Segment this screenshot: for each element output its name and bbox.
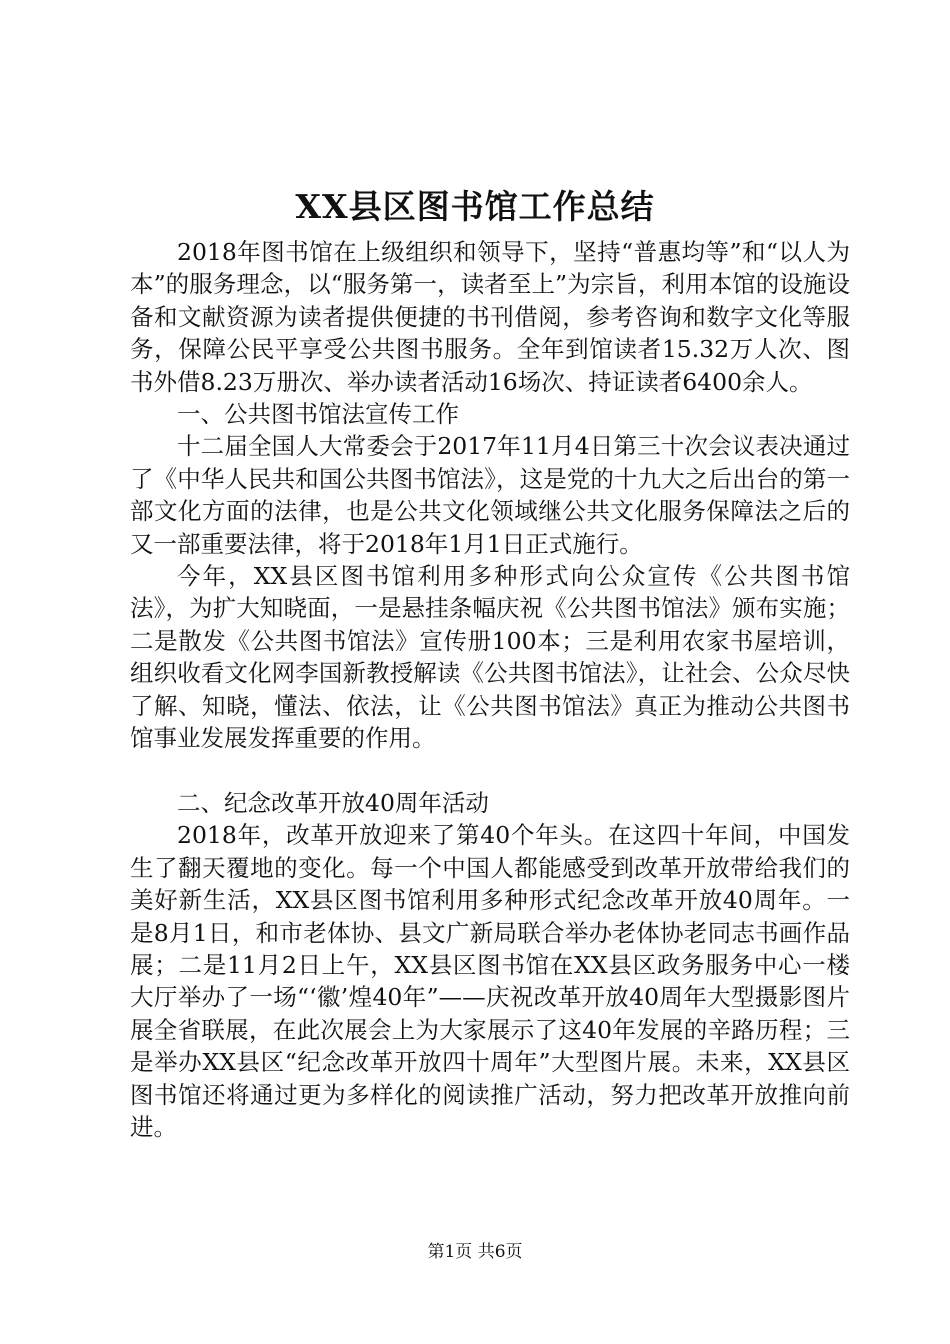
- paragraph-spacer: [130, 755, 850, 787]
- intro-paragraph: 2018年图书馆在上级组织和领导下，坚持“普惠均等”和“以人为本”的服务理念，以“服务第一，读者至上”为宗旨，利用本馆的设施设备和文献资源为读者提供便捷的书刊借阅，参考咨询和数字文化等服务，保障公民平享受公共图书服务。全年到馆读者15.32万人次、图书外借8.23万册次、举办读者活动16场次、持证读者6400余人。: [130, 238, 850, 396]
- section-heading-reform-anniversary: 二、纪念改革开放40周年活动: [177, 788, 489, 817]
- library-law-paragraph-1: 十二届全国人大常委会于2017年11月4日第三十次会议表决通过了《中华人民共和国公共图书馆法》，这是党的十九大之后出台的第一部文化方面的法律，也是公共文化领域继公共文化服务保障法之后的又一部重要法律，将于2018年1月1日正式施行。: [130, 432, 850, 558]
- reform-anniversary-paragraph: 2018年，改革开放迎来了第40个年头。在这四十年间，中国发生了翻天覆地的变化。每一个中国人都能感受到改革开放带给我们的美好新生活，XX县区图书馆利用多种形式纪念改革开放40周年。一是8月1日，和市老体协、县文广新局联合举办老体协老同志书画作品展；二是11月2日上午，XX县区图书馆在XX县区政务服务中心一楼大厅举办了一场“‘徽’煌40年”——庆祝改革开放40周年大型摄影图片展全省联展，在此次展会上为大家展示了这40年发展的辛路历程；三是举办XX县区“纪念改革开放四十周年”大型图片展。未来，XX县区图书馆还将通过更为多样化的阅读推广活动，努力把改革开放推向前进。: [130, 821, 850, 1141]
- document-title: XX县区图书馆工作总结: [295, 187, 655, 226]
- library-law-paragraph-2: 今年，XX县区图书馆利用多种形式向公众宣传《公共图书馆法》，为扩大知晓面，一是悬挂条幅庆祝《公共图书馆法》颁布实施；二是散发《公共图书馆法》宣传册100本；三是利用农家书屋培训，组织收看文化网李国新教授解读《公共图书馆法》，让社会、公众尽快了解、知晓，懂法、依法，让《公共图书馆法》真正为推动公共图书馆事业发展发挥重要的作用。: [130, 562, 850, 753]
- document-body: [130, 236, 850, 1143]
- section-heading-library-law: 一、公共图书馆法宣传工作: [177, 400, 459, 429]
- page-number-footer: 第1页 共6页: [427, 1242, 523, 1262]
